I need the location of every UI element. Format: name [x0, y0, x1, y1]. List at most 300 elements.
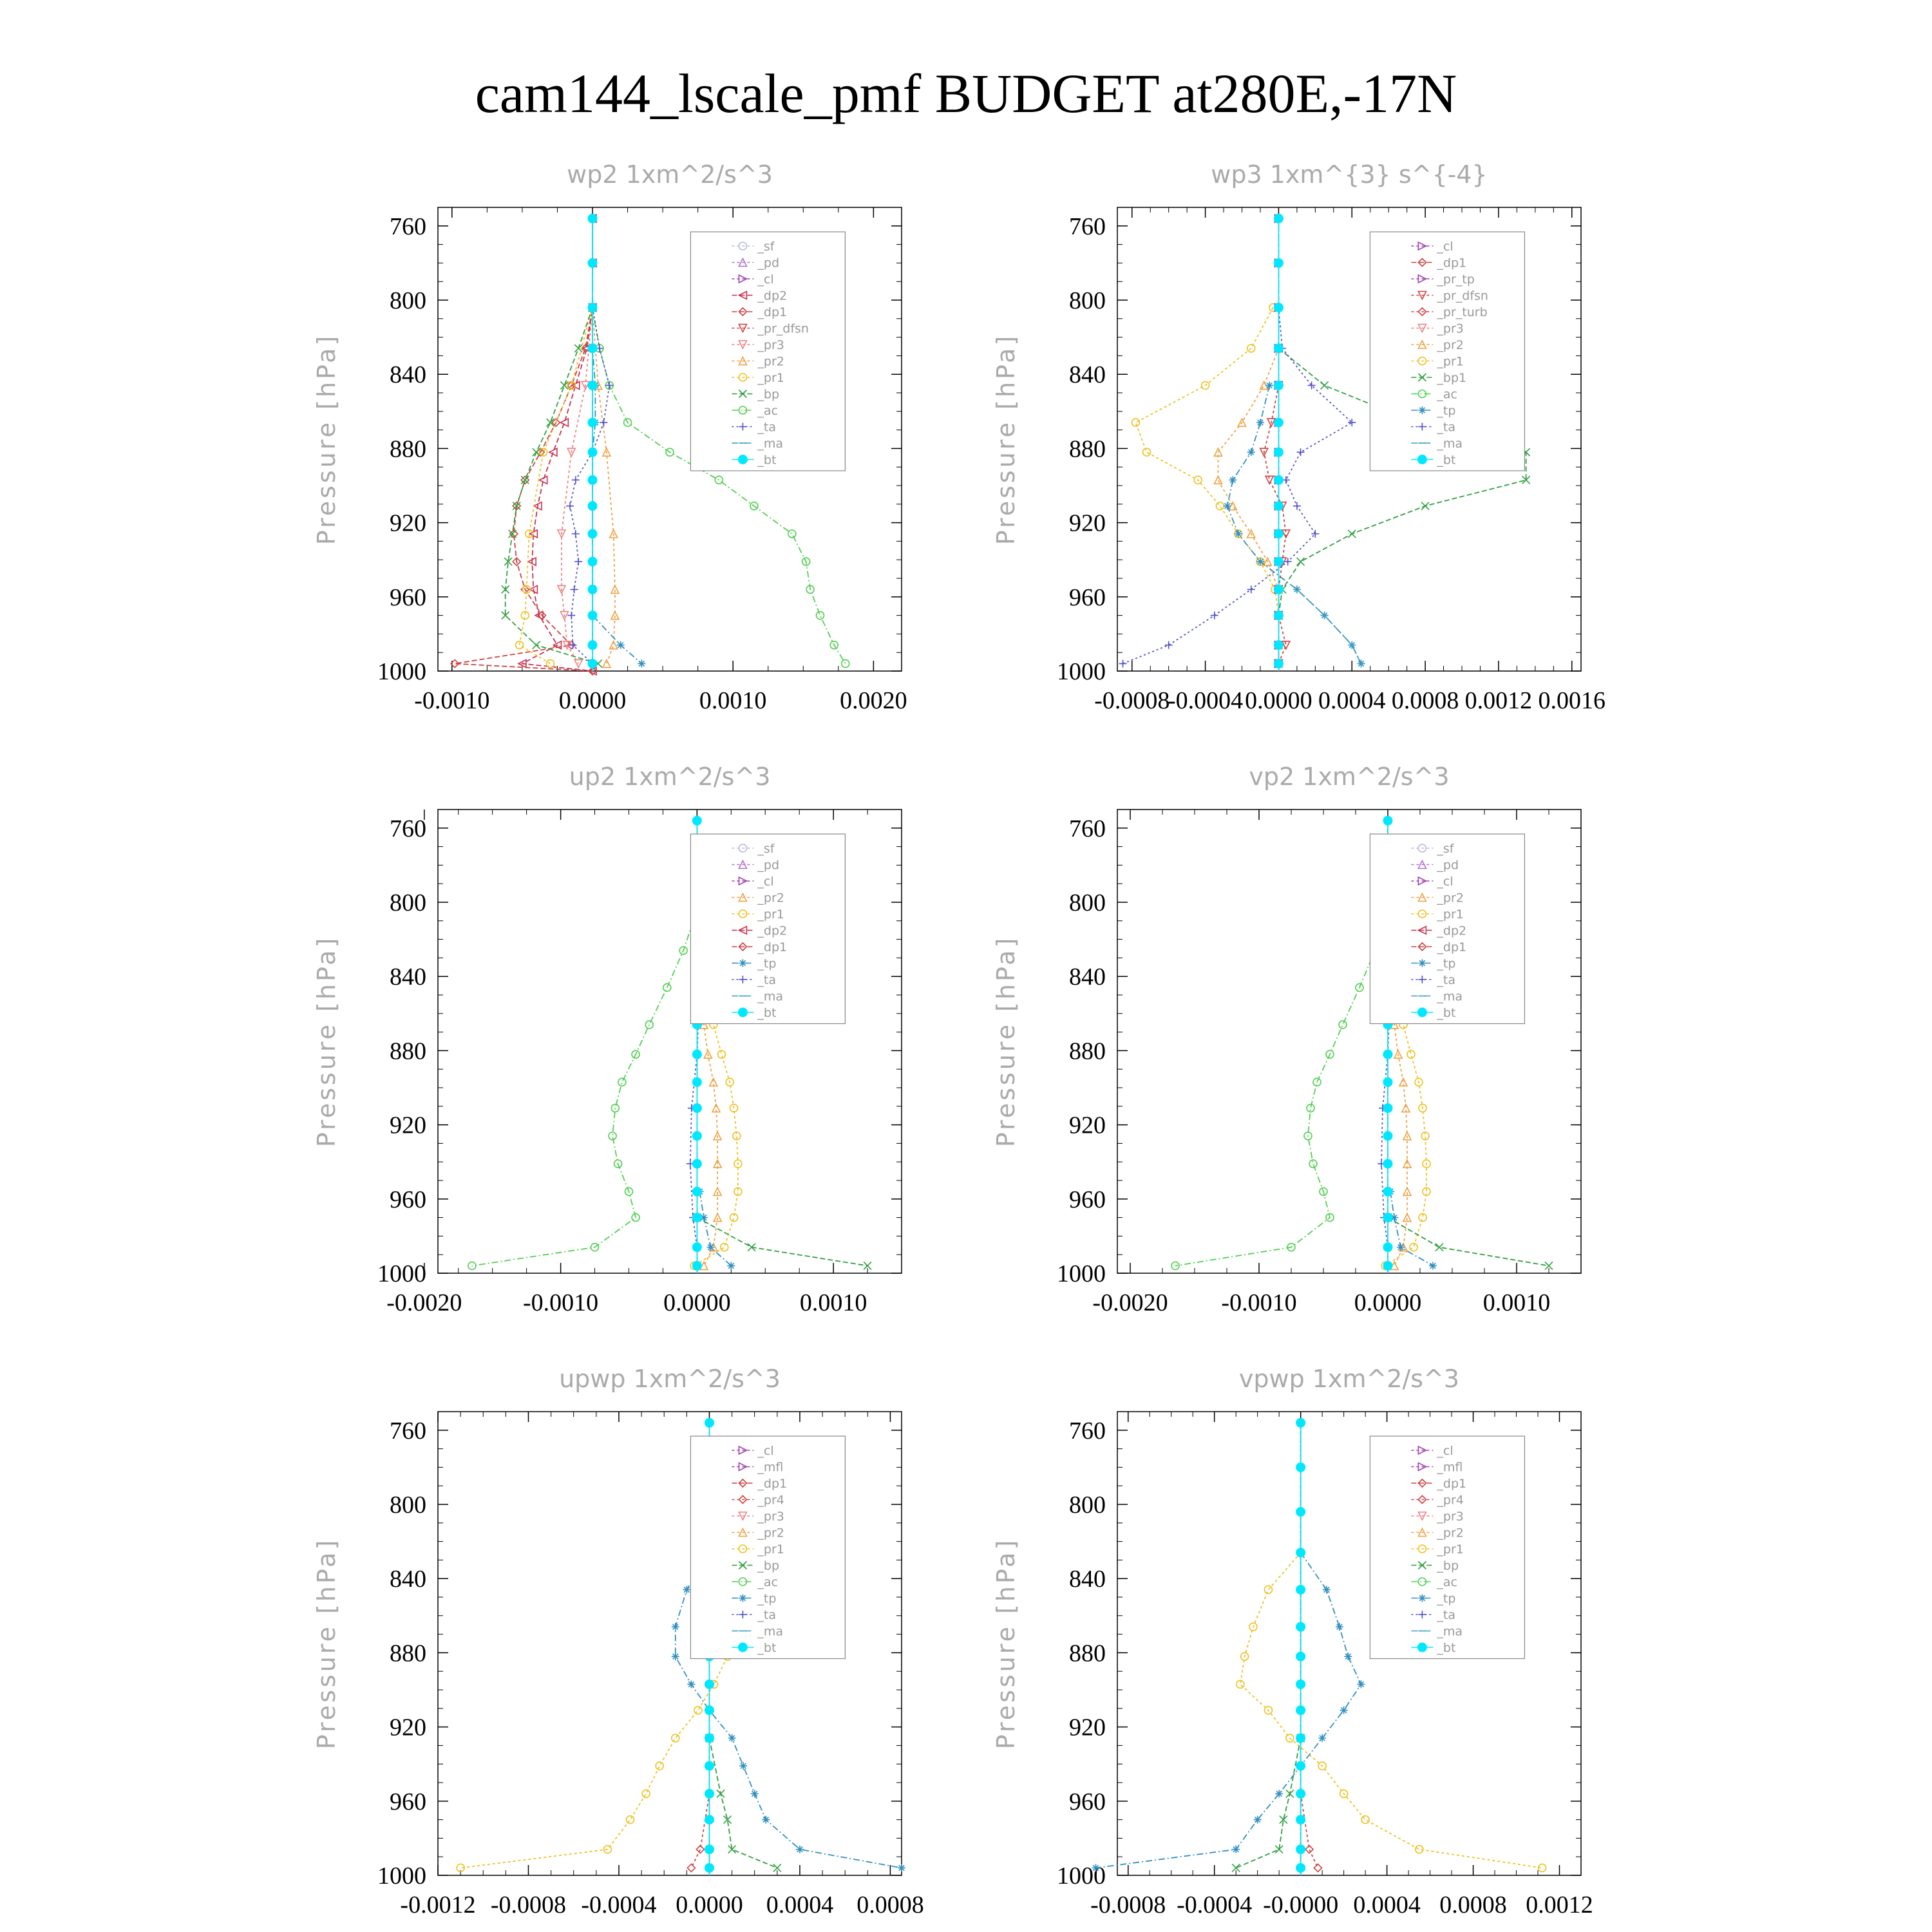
data-point	[1296, 1706, 1305, 1715]
series-bp	[1232, 1734, 1304, 1872]
legend-entry: _dp1	[1437, 256, 1467, 270]
legend-entry: _bt	[1437, 1006, 1456, 1020]
data-point	[672, 1623, 679, 1631]
panel-title: wp3 1xm^{3} s^{-4}	[1211, 160, 1488, 189]
data-point	[692, 1243, 701, 1252]
series-line	[562, 308, 592, 664]
data-point	[547, 419, 554, 426]
x-tick-label: 0.0008	[1439, 1891, 1507, 1918]
data-point	[1092, 1864, 1100, 1871]
y-tick-label: 920	[1069, 509, 1106, 537]
data-point	[1296, 1418, 1305, 1427]
panel-title: wp2 1xm^2/s^3	[567, 160, 773, 189]
legend-entry: _tp	[1437, 956, 1456, 971]
data-point	[1247, 345, 1255, 352]
legend-entry: _cl	[1437, 875, 1454, 889]
data-point	[572, 476, 580, 484]
legend-entry: _ma	[1437, 437, 1463, 451]
y-tick-label: 920	[1069, 1714, 1106, 1741]
y-tick-label: 800	[1069, 287, 1106, 314]
data-point	[687, 1680, 695, 1688]
data-point	[739, 1762, 747, 1770]
y-tick-label: 840	[390, 361, 426, 389]
y-tick-label: 1000	[1057, 1862, 1106, 1889]
legend-entry: _ac	[757, 1575, 778, 1589]
x-tick-label: 0.0000	[558, 687, 627, 714]
data-point	[717, 1050, 725, 1058]
legend-entry: _sf	[757, 240, 775, 254]
series-line	[1227, 386, 1361, 664]
series-bt	[588, 214, 597, 671]
data-point	[1256, 419, 1264, 426]
legend-entry: _tp	[1437, 1591, 1456, 1606]
legend-entry: _pd	[1437, 858, 1459, 873]
legend-marker	[1417, 455, 1426, 464]
data-point	[1224, 502, 1231, 510]
y-tick-label: 920	[390, 509, 426, 537]
legend-entry: _bp	[1437, 1558, 1459, 1573]
data-point	[588, 475, 597, 484]
data-point	[1323, 1586, 1331, 1593]
y-axis-label: Pressure [hPa]	[992, 333, 1020, 545]
series-line	[592, 308, 615, 664]
legend-marker	[1418, 1595, 1426, 1602]
series-line	[1388, 988, 1407, 1266]
x-tick-label: -0.0008	[490, 1891, 567, 1918]
legend-entry: _bp	[757, 387, 780, 402]
series-line	[1301, 1794, 1318, 1868]
data-point	[692, 1104, 701, 1113]
data-point	[1383, 1187, 1392, 1196]
data-point	[588, 303, 597, 312]
data-point	[694, 1707, 702, 1714]
legend-entry: _ma	[757, 989, 784, 1004]
y-tick-label: 920	[390, 1714, 426, 1741]
data-point	[727, 1262, 735, 1269]
data-point	[1274, 659, 1283, 668]
x-tick-label: 0.0008	[857, 1891, 924, 1918]
series-line	[710, 1738, 777, 1868]
data-point	[1407, 1050, 1415, 1058]
x-tick-label: -0.0010	[523, 1289, 599, 1316]
legend-entry: _pr_turb	[1437, 305, 1488, 319]
legend-entry: _pr4	[757, 1493, 784, 1508]
data-point	[540, 476, 547, 484]
legend-entry: _pr1	[757, 1542, 784, 1557]
data-point	[567, 612, 575, 620]
series-line	[1390, 1191, 1433, 1265]
x-tick-label: 0.0008	[1391, 687, 1459, 714]
data-point	[1274, 475, 1283, 484]
legend-entry: _ac	[1437, 1575, 1457, 1589]
data-point	[588, 344, 597, 353]
series-ta	[1119, 304, 1356, 668]
data-point	[692, 1261, 701, 1270]
data-point	[683, 1586, 690, 1593]
data-point	[1361, 1816, 1369, 1824]
y-tick-label: 760	[390, 213, 426, 240]
data-point	[692, 1132, 701, 1141]
series-bp	[693, 1214, 871, 1270]
legend-entry: _bt	[757, 1006, 777, 1020]
y-tick-label: 1000	[377, 658, 426, 685]
data-point	[1357, 1680, 1365, 1688]
data-point	[588, 258, 597, 267]
legend-marker	[1418, 406, 1426, 414]
y-tick-label: 960	[1069, 1186, 1106, 1213]
data-point	[588, 381, 597, 390]
x-tick-label: 0.0016	[1538, 687, 1606, 714]
data-point	[751, 1790, 759, 1797]
data-point	[1274, 557, 1283, 566]
data-point	[588, 585, 597, 594]
legend-entry: _pr2	[757, 354, 784, 369]
y-tick-label: 760	[1069, 213, 1106, 240]
data-point	[1274, 303, 1283, 312]
data-point	[705, 1706, 714, 1715]
legend-entry: _pr2	[757, 891, 784, 905]
data-point	[1296, 1863, 1305, 1872]
legend-entry: _mfl	[757, 1460, 784, 1475]
data-point	[1216, 502, 1224, 510]
y-tick-label: 880	[390, 1640, 426, 1667]
series-line	[592, 308, 641, 664]
series-tp	[589, 304, 645, 668]
legend-entry: _pr2	[1437, 1526, 1464, 1540]
data-point	[1296, 1845, 1305, 1854]
data-point	[1296, 1734, 1305, 1743]
legend-entry: _dp2	[1437, 923, 1467, 938]
data-point	[1274, 418, 1283, 427]
y-tick-label: 960	[1069, 1788, 1106, 1815]
data-point	[1143, 448, 1151, 456]
series-line	[1264, 386, 1286, 664]
x-tick-label: 0.0020	[840, 687, 907, 714]
x-tick-label: 0.0000	[663, 1289, 731, 1316]
legend-entry: _tp	[1437, 404, 1456, 418]
series-ac	[1171, 906, 1392, 1270]
data-point	[796, 1846, 804, 1853]
legend-entry: _cl	[1437, 240, 1454, 254]
data-point	[627, 1816, 634, 1824]
data-point	[1383, 1050, 1392, 1059]
data-point	[1274, 448, 1283, 457]
data-point	[692, 1159, 701, 1168]
series-dp1	[451, 214, 596, 675]
data-point	[1274, 585, 1283, 594]
legend-entry: _pd	[757, 858, 780, 873]
data-point	[1336, 1623, 1343, 1631]
data-point	[1383, 1261, 1392, 1270]
legend-entry: _ta	[757, 973, 776, 987]
data-point	[1274, 344, 1283, 353]
legend-entry: _bt	[757, 1641, 777, 1655]
data-point	[1348, 419, 1356, 426]
legend-entry: _dp1	[1437, 1477, 1467, 1491]
data-point	[1383, 816, 1392, 825]
legend-entry: _bt	[1437, 453, 1456, 468]
data-point	[1274, 502, 1283, 511]
data-point	[1286, 1790, 1294, 1797]
legend-entry: _pr_dfsn	[1437, 289, 1488, 303]
series-bp	[502, 304, 602, 668]
data-point	[721, 1244, 728, 1251]
data-point	[705, 1815, 714, 1824]
data-point	[588, 641, 597, 650]
x-tick-label: -0.0004	[1177, 1891, 1253, 1918]
data-point	[692, 1050, 701, 1059]
legend-entry: _pr1	[1437, 907, 1464, 922]
data-point	[1132, 419, 1139, 426]
series-dp2	[518, 214, 596, 675]
series-line	[472, 910, 697, 1266]
data-point	[1348, 530, 1356, 538]
x-tick-label: -0.0010	[414, 687, 490, 714]
data-point	[618, 1078, 626, 1086]
y-tick-label: 960	[390, 583, 426, 611]
data-point	[588, 557, 597, 566]
data-point	[1165, 641, 1173, 649]
legend-entry: _sf	[1437, 842, 1454, 856]
x-tick-label: 0.0000	[1245, 687, 1312, 714]
data-point	[1318, 1734, 1326, 1742]
x-tick-label: 0.0010	[1482, 1289, 1551, 1316]
y-tick-label: 880	[390, 1037, 426, 1065]
data-point	[1264, 1586, 1272, 1593]
y-tick-label: 880	[1069, 1640, 1106, 1667]
data-point	[547, 659, 554, 667]
chart-panel-3	[312, 762, 902, 1316]
x-tick-label: -0.0020	[1092, 1289, 1168, 1316]
data-point	[1296, 1652, 1305, 1661]
data-point	[672, 1653, 679, 1660]
legend-entry: _pr2	[1437, 338, 1464, 352]
legend-entry: _dp1	[757, 940, 788, 954]
legend-entry: _cl	[1437, 1444, 1454, 1458]
panel-title: vp2 1xm^2/s^3	[1249, 762, 1450, 791]
data-point	[574, 558, 582, 565]
data-point	[588, 418, 597, 427]
legend-entry: _ta	[757, 420, 776, 435]
legend-entry: _ma	[757, 1624, 784, 1639]
x-tick-label: 0.0004	[766, 1891, 834, 1918]
data-point	[588, 611, 597, 620]
series-line	[1297, 589, 1361, 663]
y-tick-label: 840	[390, 1566, 426, 1593]
data-point	[1232, 1846, 1240, 1853]
y-tick-label: 800	[1069, 889, 1106, 916]
data-point	[707, 1244, 715, 1251]
legend-entry: _ta	[757, 1608, 776, 1622]
x-tick-label: 0.0000	[1354, 1289, 1422, 1316]
data-point	[617, 641, 625, 649]
legend-marker	[1417, 1008, 1426, 1017]
data-point	[1421, 502, 1429, 510]
series-line	[697, 988, 717, 1266]
data-point	[705, 1789, 714, 1798]
data-point	[1235, 530, 1242, 538]
x-tick-label: 0.0004	[1318, 687, 1386, 714]
data-point	[1293, 502, 1301, 510]
x-tick-label: -0.0004	[1168, 687, 1244, 714]
series-line	[1175, 910, 1388, 1266]
series-bt	[1296, 1418, 1305, 1875]
legend-entry: _pr1	[757, 907, 784, 922]
data-point	[1314, 1864, 1321, 1871]
data-point	[687, 1864, 695, 1871]
y-axis-label: Pressure [hPa]	[992, 1537, 1020, 1750]
data-point	[1296, 1548, 1305, 1557]
series-line	[506, 308, 598, 664]
series-line	[570, 308, 609, 664]
y-tick-label: 920	[390, 1112, 426, 1139]
data-point	[642, 1790, 650, 1797]
legend-entry: _cl	[757, 272, 774, 287]
legend-entry: _tp	[757, 1591, 777, 1606]
panel-title: upwp 1xm^2/s^3	[559, 1365, 781, 1393]
legend-entry: _dp2	[757, 923, 788, 938]
data-point	[533, 641, 540, 649]
legend-entry: _dp1	[1437, 940, 1467, 954]
data-point	[588, 659, 597, 668]
legend-entry: _dp1	[757, 305, 788, 319]
data-point	[1274, 529, 1283, 538]
data-point	[600, 419, 607, 426]
legend-marker	[738, 1008, 747, 1017]
panel-title: up2 1xm^2/s^3	[569, 762, 771, 791]
data-point	[1247, 448, 1255, 456]
data-point	[692, 1187, 701, 1196]
data-point	[762, 1816, 770, 1824]
data-point	[1344, 1653, 1352, 1660]
legend-entry: _ma	[1437, 989, 1463, 1004]
data-point	[588, 448, 597, 457]
data-point	[566, 502, 574, 510]
legend-marker	[1418, 960, 1426, 967]
x-tick-label: 0.0000	[676, 1891, 743, 1918]
y-tick-label: 800	[390, 1492, 426, 1519]
data-point	[1296, 1815, 1305, 1824]
data-point	[1339, 1021, 1347, 1028]
series-bt	[1274, 214, 1283, 671]
series-line	[697, 1218, 867, 1266]
chart-panel-6	[992, 1365, 1593, 1918]
data-point	[560, 419, 568, 426]
data-point	[692, 1077, 701, 1086]
y-tick-label: 760	[390, 815, 426, 842]
y-tick-label: 960	[390, 1788, 426, 1815]
series-line	[522, 218, 592, 671]
legend-entry: _pr2	[1437, 891, 1464, 905]
legend-entry: _ma	[757, 437, 784, 451]
y-tick-label: 840	[390, 963, 426, 991]
x-tick-label: -0.0012	[400, 1891, 476, 1918]
legend-entry: _bt	[757, 453, 777, 468]
y-tick-label: 840	[1069, 1566, 1106, 1593]
data-point	[1296, 1463, 1305, 1472]
x-tick-label: 0.0010	[699, 687, 767, 714]
data-point	[1429, 1262, 1437, 1269]
legend-entry: _ac	[757, 404, 778, 418]
data-point	[705, 1734, 714, 1743]
legend-entry: _mfl	[1437, 1460, 1463, 1475]
data-point	[1229, 476, 1236, 484]
legend-entry: _sf	[757, 842, 775, 856]
series-line	[520, 308, 593, 664]
data-point	[1383, 1243, 1392, 1252]
series-tp	[1387, 1188, 1437, 1269]
legend-entry: _bp	[757, 1558, 780, 1573]
legend-entry: _tp	[757, 956, 777, 971]
data-point	[1296, 1680, 1305, 1689]
data-point	[1410, 1244, 1417, 1251]
data-point	[816, 612, 824, 620]
x-tick-label: 0.0012	[1526, 1891, 1593, 1918]
series-line	[455, 218, 592, 671]
legend-entry: _ac	[1437, 387, 1457, 402]
series-pr1	[1132, 304, 1282, 668]
y-tick-label: 880	[1069, 1037, 1106, 1065]
data-point	[705, 1761, 714, 1770]
legend-entry: _dp1	[757, 1477, 788, 1491]
data-point	[1308, 381, 1316, 389]
data-point	[1296, 1622, 1305, 1631]
data-point	[705, 1863, 714, 1872]
data-point	[1297, 448, 1305, 456]
data-point	[1274, 611, 1283, 620]
data-point	[705, 1845, 714, 1854]
data-point	[1340, 1707, 1348, 1714]
chart-panel-1	[312, 160, 907, 714]
data-point	[1119, 659, 1127, 667]
data-point	[1274, 641, 1283, 650]
data-point	[788, 530, 796, 538]
data-point	[656, 1762, 663, 1770]
legend-entry: _pr2	[757, 1526, 784, 1540]
data-point	[603, 1846, 611, 1853]
chart-panel-5	[312, 1365, 924, 1918]
y-axis-label: Pressure [hPa]	[312, 935, 341, 1148]
y-axis-label: Pressure [hPa]	[312, 333, 341, 545]
legend-entry: _pd	[757, 256, 780, 270]
data-point	[521, 476, 529, 484]
chart-panel-2	[992, 160, 1605, 714]
panel-title: vpwp 1xm^2/s^3	[1238, 1365, 1460, 1393]
legend-marker	[738, 455, 747, 464]
data-point	[1265, 381, 1273, 389]
data-point	[603, 659, 611, 667]
data-point	[1254, 1816, 1262, 1824]
y-tick-label: 800	[390, 889, 426, 916]
legend-entry: _pr3	[757, 338, 784, 352]
legend-entry: _bp1	[1437, 371, 1467, 385]
data-point	[842, 659, 849, 667]
legend-entry: _bt	[1437, 1641, 1456, 1655]
data-point	[572, 530, 580, 538]
data-point	[1296, 1585, 1305, 1594]
data-point	[1274, 214, 1283, 223]
data-point	[1275, 1790, 1283, 1797]
legend-entry: _pr3	[757, 1510, 784, 1524]
legend-entry: _ta	[1437, 973, 1455, 987]
data-point	[1296, 1508, 1305, 1517]
legend-entry: _pr_tp	[1437, 272, 1475, 287]
data-point	[705, 1418, 714, 1427]
y-tick-label: 880	[390, 435, 426, 463]
legend-entry: _ta	[1437, 420, 1455, 435]
y-tick-label: 800	[1069, 1492, 1106, 1519]
y-tick-label: 960	[1069, 583, 1106, 611]
